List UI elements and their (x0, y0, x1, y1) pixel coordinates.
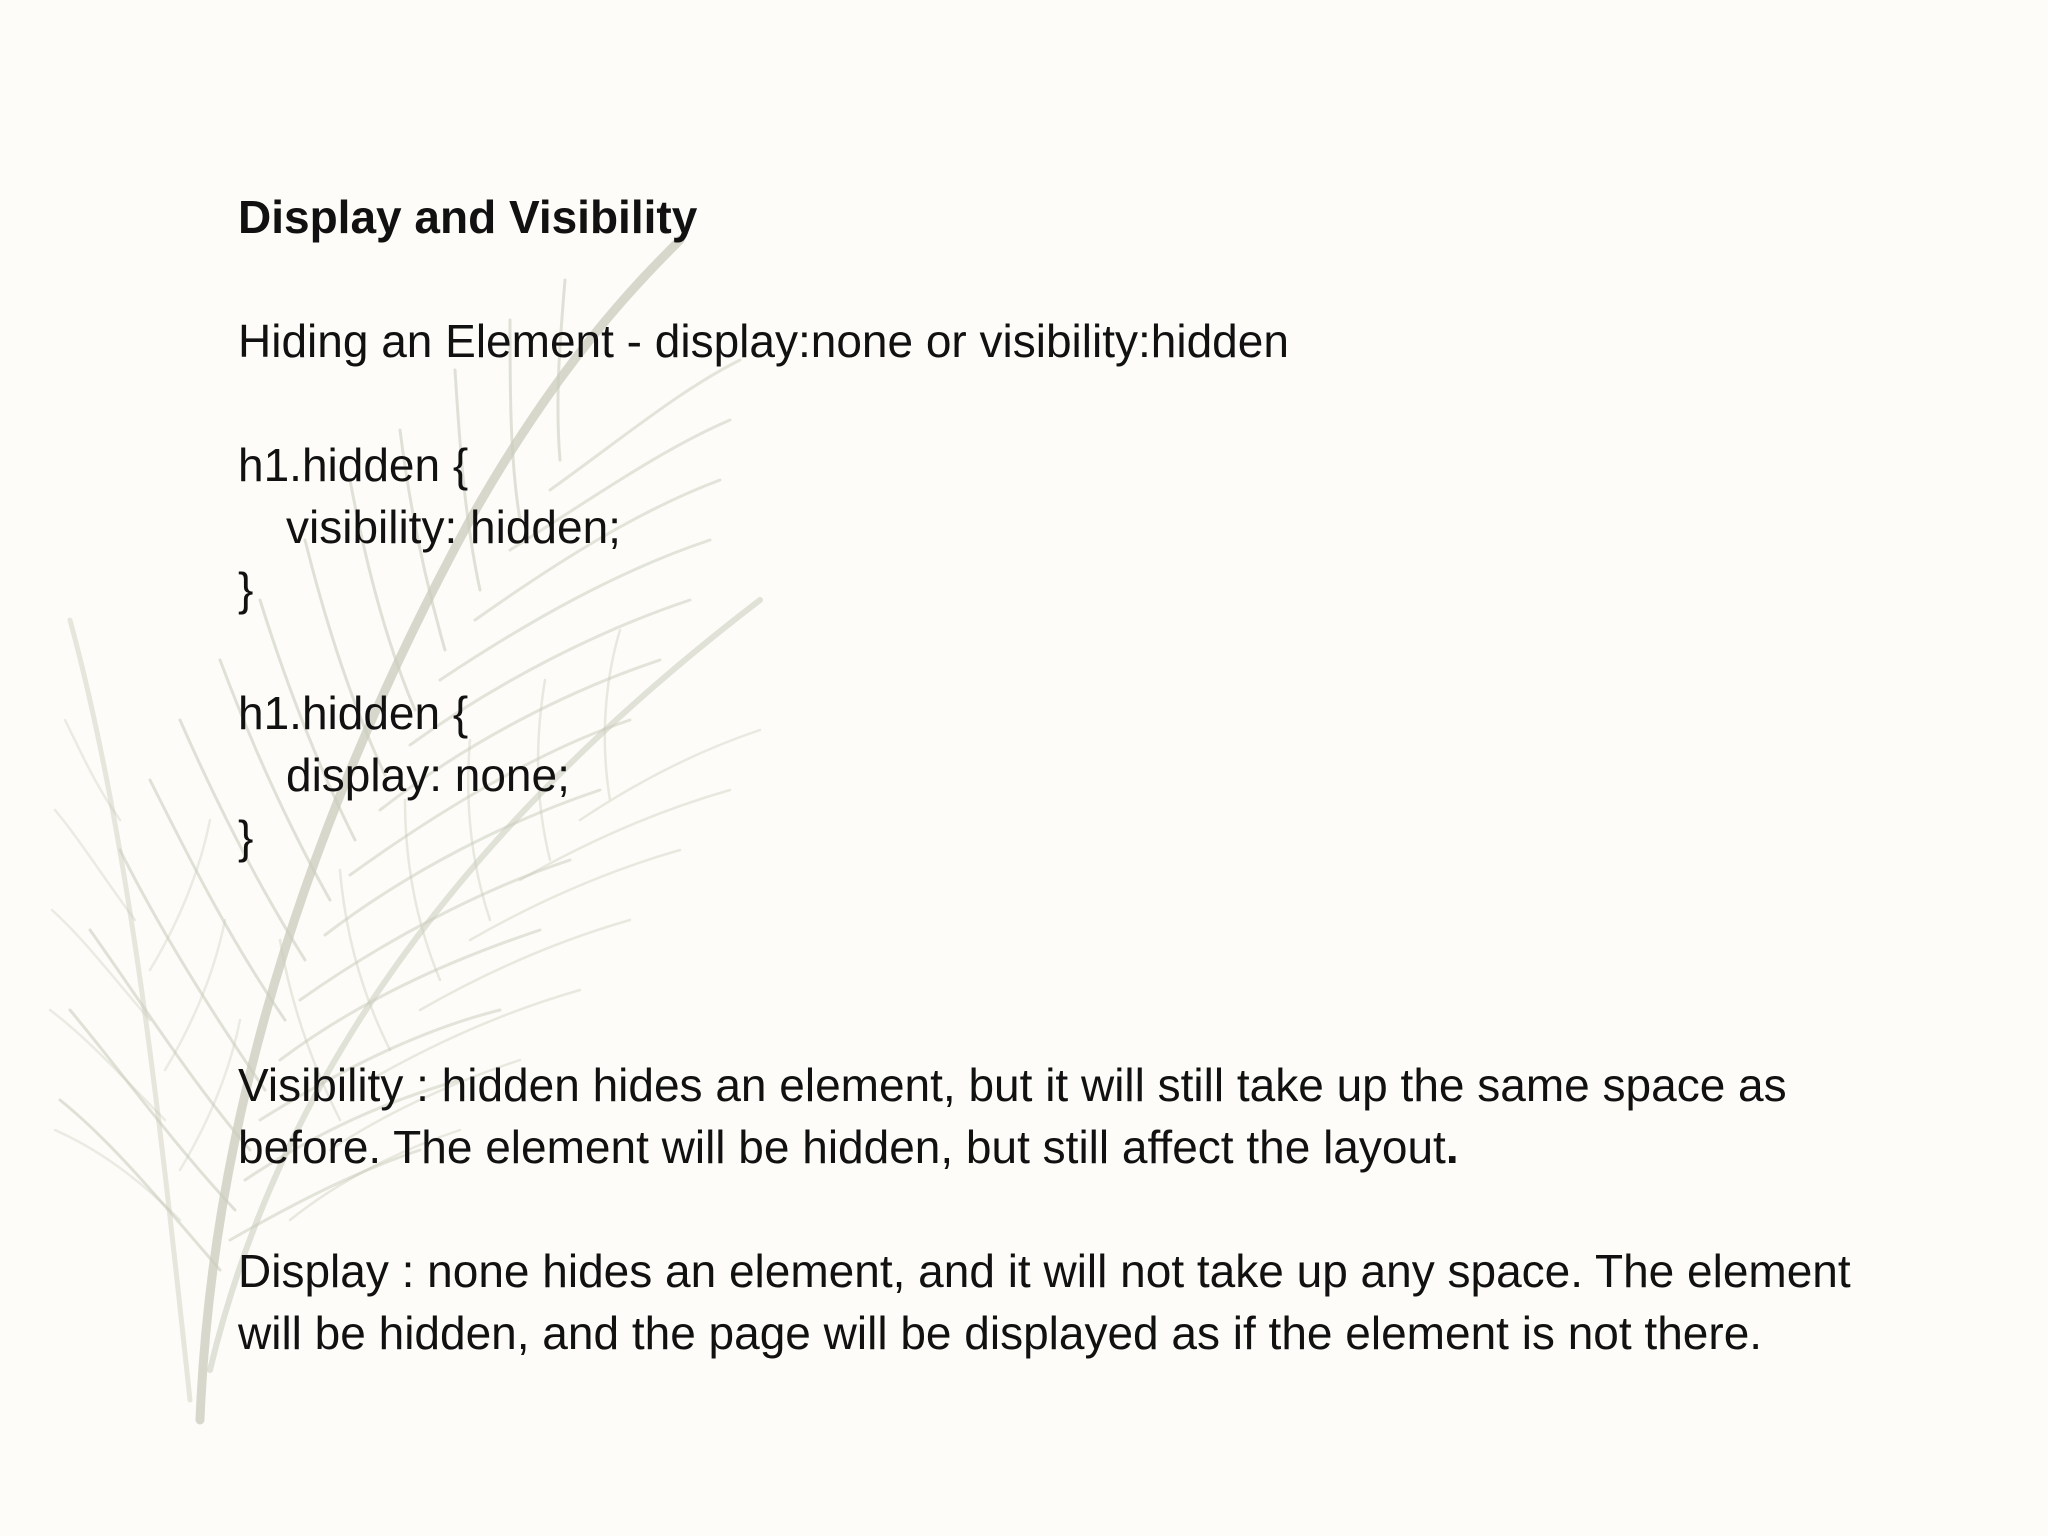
slide-title: Display and Visibility (238, 191, 698, 243)
visibility-explanation-end-mark: . (1445, 1121, 1459, 1173)
visibility-explanation (238, 1054, 1918, 1178)
code-block-visibility (238, 434, 1938, 620)
spacer (238, 868, 1938, 1054)
code-selector-open: h1.hidden { (238, 687, 469, 739)
display-explanation: Display : none hides an element, and it will not take up any space. The element will be hidden, and the page will be displayed as if the element is not there. (238, 1245, 1851, 1359)
spacer (238, 1178, 1938, 1240)
code-rule: display: none; (286, 749, 570, 801)
slide-content (238, 186, 1938, 1364)
slide-subtitle: Hiding an Element - display:none or visibility:hidden (238, 315, 1289, 367)
code-block-display (238, 682, 1938, 868)
spacer (238, 620, 1938, 682)
code-rule: visibility: hidden; (286, 501, 621, 553)
code-close-brace: } (238, 811, 254, 863)
code-selector-open: h1.hidden { (238, 439, 469, 491)
spacer (238, 248, 1938, 310)
code-close-brace: } (238, 563, 254, 615)
spacer (238, 372, 1938, 434)
visibility-explanation-text: Visibility : hidden hides an element, but it will still take up the same space as before. The element will be hidden, but still affect the layout (238, 1059, 1787, 1173)
